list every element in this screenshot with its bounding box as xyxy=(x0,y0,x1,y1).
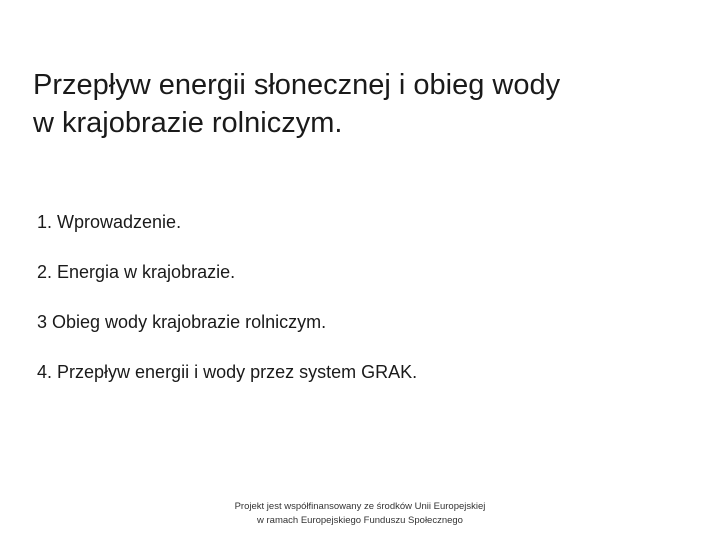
slide-title-line-2: w krajobrazie rolniczym. xyxy=(33,107,343,139)
funding-footer-line-1: Projekt jest współfinansowany ze środków Unii Europejskiej xyxy=(234,501,486,512)
slide-title xyxy=(33,66,693,142)
funding-footer xyxy=(180,500,540,528)
agenda-list xyxy=(37,210,417,410)
slide-title-line-1: Przepływ energii słonecznej i obieg wody xyxy=(33,69,561,101)
funding-footer-line-2: w ramach Europejskiego Funduszu Społecznego xyxy=(257,515,463,526)
agenda-item-energy-water-flow: 4. Przepływ energii i wody przez system GRAK. xyxy=(37,362,418,382)
agenda-item-energy: 2. Energia w krajobrazie. xyxy=(37,262,236,282)
agenda-item-water-cycle: 3 Obieg wody krajobrazie rolniczym. xyxy=(37,312,327,332)
agenda-item-introduction: 1. Wprowadzenie. xyxy=(37,212,182,232)
